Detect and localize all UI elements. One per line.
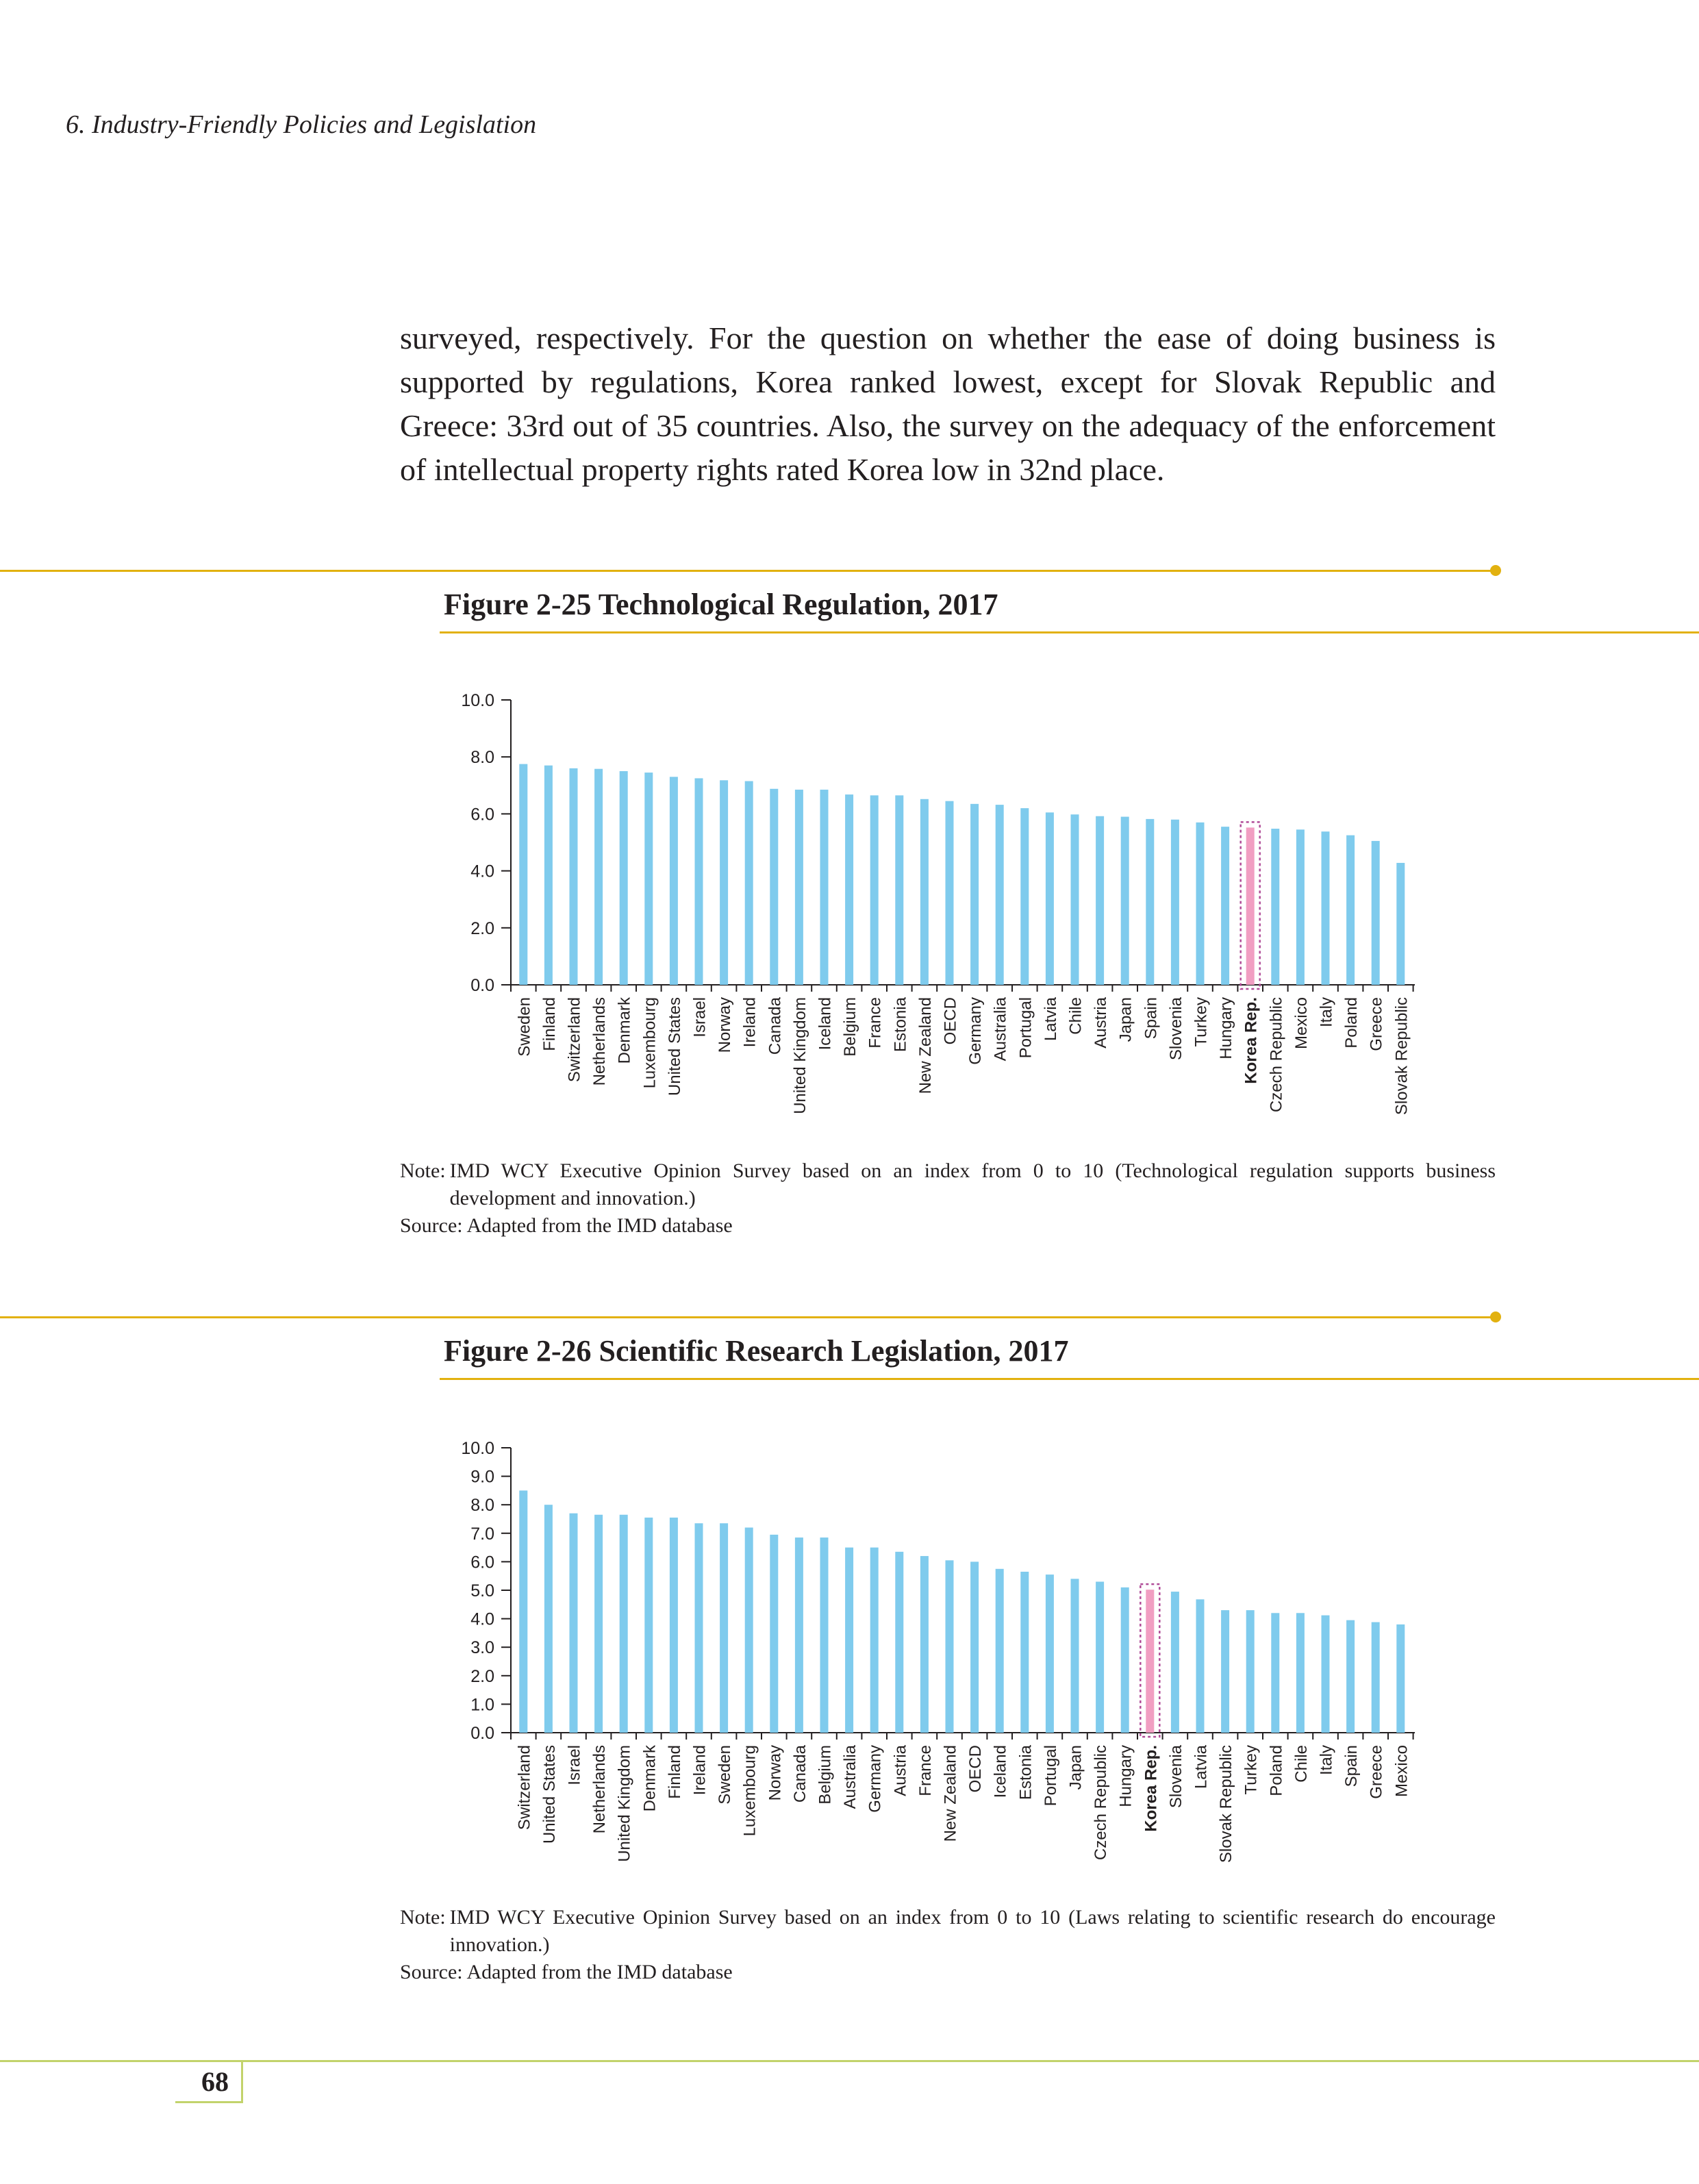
x-category-label: Norway: [766, 1745, 785, 1801]
bar-germany: [870, 1548, 879, 1733]
bar-iceland: [996, 1569, 1004, 1733]
x-category-label: United Kingdom: [790, 997, 809, 1114]
x-category-label: Turkey: [1192, 997, 1211, 1047]
x-category-label: Switzerland: [565, 997, 584, 1083]
figure-source: Source: Adapted from the IMD database: [400, 1961, 733, 1983]
bar-italy: [1322, 831, 1330, 985]
footer-rule: [0, 2060, 1699, 2062]
bar-denmark: [620, 771, 628, 985]
bar-korea-rep: [1246, 827, 1255, 985]
x-category-label: Chile: [1066, 997, 1085, 1035]
x-category-label: Germany: [866, 1745, 885, 1813]
x-category-label: Korea Rep.: [1242, 997, 1261, 1084]
bar-estonia: [895, 795, 903, 985]
bar-austria: [895, 1552, 903, 1733]
bar-japan: [1071, 1579, 1079, 1733]
bar-slovak-republic: [1396, 863, 1405, 985]
x-category-label: Switzerland: [515, 1745, 534, 1831]
y-tick-label: 5.0: [470, 1581, 494, 1601]
x-category-label: Luxembourg: [640, 997, 659, 1089]
bar-portugal: [1020, 808, 1029, 985]
bar-france: [920, 1556, 929, 1733]
x-category-label: Poland: [1267, 1745, 1286, 1796]
bar-ireland: [745, 781, 753, 985]
x-category-label: Iceland: [816, 997, 835, 1051]
x-category-label: Chile: [1292, 1745, 1311, 1783]
y-tick-label: 0.0: [470, 1724, 494, 1743]
running-header: 6. Industry-Friendly Policies and Legislation: [66, 110, 537, 139]
x-category-label: Portugal: [1041, 1745, 1060, 1807]
bar-greece: [1372, 1622, 1380, 1733]
bar-spain: [1346, 1620, 1355, 1733]
x-category-label: Denmark: [640, 1745, 659, 1812]
x-category-label: Austria: [1092, 997, 1111, 1049]
x-category-label: Latvia: [1041, 997, 1060, 1042]
x-category-label: France: [916, 1745, 935, 1796]
x-category-label: Ireland: [690, 1745, 709, 1796]
x-category-label: Germany: [966, 997, 985, 1065]
x-category-label: Spain: [1342, 1745, 1361, 1787]
x-category-label: Turkey: [1242, 1745, 1261, 1795]
y-tick-label: 10.0: [461, 1439, 494, 1458]
x-category-label: United States: [665, 997, 684, 1096]
bar-czech-republic: [1271, 829, 1279, 985]
bar-norway: [720, 780, 728, 985]
y-tick-label: 7.0: [470, 1524, 494, 1544]
bar-norway: [770, 1535, 778, 1733]
x-category-label: Sweden: [716, 1745, 735, 1805]
figure-note: [400, 1157, 1496, 1240]
bar-portugal: [1046, 1574, 1054, 1733]
bar-finland: [670, 1518, 678, 1733]
x-category-label: Israel: [565, 1745, 584, 1785]
x-category-label: Mexico: [1392, 1745, 1411, 1798]
x-category-label: Korea Rep.: [1142, 1745, 1161, 1832]
x-category-label: Norway: [716, 997, 735, 1053]
figure-title: Figure 2-26 Scientific Research Legislation, 2017: [444, 1334, 1069, 1368]
bar-chart-technological-regulation: [0, 657, 1507, 1137]
x-category-label: Portugal: [1016, 997, 1035, 1059]
bar-mexico: [1396, 1624, 1405, 1733]
bar-luxembourg: [644, 773, 653, 985]
figure-title-rule: [440, 1378, 1699, 1380]
section-divider-dot: [1490, 1311, 1501, 1322]
x-category-label: Italy: [1317, 997, 1336, 1028]
bar-denmark: [644, 1518, 653, 1733]
x-category-label: Iceland: [991, 1745, 1010, 1798]
x-category-label: Sweden: [515, 997, 534, 1057]
bar-united-kingdom: [620, 1515, 628, 1733]
bar-switzerland: [570, 768, 578, 985]
x-category-label: Luxembourg: [740, 1745, 759, 1837]
bar-australia: [845, 1548, 853, 1733]
bar-sweden: [519, 764, 527, 985]
x-category-label: Canada: [766, 997, 785, 1055]
bar-belgium: [820, 1537, 829, 1733]
x-category-label: OECD: [941, 997, 960, 1045]
bar-oecd: [970, 1561, 979, 1733]
figure-title: Figure 2-25 Technological Regulation, 2017: [444, 588, 998, 621]
x-category-label: France: [866, 997, 885, 1049]
bar-canada: [770, 789, 778, 985]
bar-united-kingdom: [795, 790, 803, 985]
y-tick-label: 4.0: [470, 862, 494, 881]
bar-luxembourg: [745, 1527, 753, 1733]
bar-iceland: [820, 790, 829, 985]
bar-czech-republic: [1096, 1582, 1104, 1733]
x-category-label: Czech Republic: [1267, 997, 1286, 1113]
bar-canada: [795, 1537, 803, 1733]
bar-mexico: [1296, 829, 1305, 985]
y-tick-label: 2.0: [470, 1666, 494, 1686]
x-category-label: Poland: [1342, 997, 1361, 1049]
bar-japan: [1121, 817, 1129, 985]
x-category-label: Italy: [1317, 1745, 1336, 1776]
bar-poland: [1271, 1613, 1279, 1733]
bar-switzerland: [519, 1490, 527, 1733]
x-category-label: Ireland: [740, 997, 759, 1048]
x-category-label: Slovak Republic: [1392, 997, 1411, 1116]
bar-belgium: [845, 794, 853, 985]
note-text: IMD WCY Executive Opinion Survey based on an index from 0 to 10 (Technological regulation supports business development and innovation.): [449, 1159, 1496, 1209]
x-category-label: Latvia: [1192, 1745, 1211, 1790]
y-tick-label: 6.0: [470, 1553, 494, 1572]
body-paragraph: surveyed, respectively. For the question on whether the ease of doing business is supported by regulations, Korea ranked lowest, except for Slovak Republic and Greece: 33rd out of 35 countries. Also, the survey on the adequacy of the enforcement of intellectual property rights rated Korea low in 32nd place.: [400, 321, 1496, 487]
bar-hungary: [1121, 1587, 1129, 1733]
figure-title-rule: [440, 631, 1699, 633]
section-divider: [0, 1316, 1493, 1318]
x-category-label: Australia: [991, 997, 1010, 1062]
x-category-label: OECD: [966, 1745, 985, 1793]
bar-italy: [1322, 1616, 1330, 1733]
x-category-label: Netherlands: [590, 1745, 609, 1834]
x-category-label: Denmark: [615, 997, 634, 1064]
y-tick-label: 0.0: [470, 976, 494, 995]
bar-slovenia: [1171, 1592, 1179, 1733]
y-tick-label: 4.0: [470, 1609, 494, 1629]
page-number: 68: [201, 2066, 229, 2097]
bar-australia: [996, 805, 1004, 985]
bar-new-zealand: [946, 1560, 954, 1733]
x-category-label: Canada: [790, 1745, 809, 1803]
x-category-label: Czech Republic: [1092, 1745, 1111, 1861]
x-category-label: Slovenia: [1166, 997, 1185, 1061]
x-category-label: Slovenia: [1166, 1745, 1185, 1809]
x-category-label: Netherlands: [590, 997, 609, 1086]
x-category-label: United Kingdom: [615, 1745, 634, 1862]
bar-netherlands: [594, 769, 603, 985]
bar-chile: [1071, 814, 1079, 985]
x-category-label: Israel: [690, 997, 709, 1038]
note-label: Note:: [400, 1906, 446, 1929]
y-tick-label: 1.0: [470, 1695, 494, 1715]
figure-source: Source: Adapted from the IMD database: [400, 1214, 733, 1237]
y-tick-label: 8.0: [470, 1496, 494, 1516]
section-divider: [0, 570, 1493, 572]
x-category-label: Estonia: [1016, 1745, 1035, 1800]
bar-latvia: [1046, 812, 1054, 985]
y-tick-label: 9.0: [470, 1467, 494, 1487]
x-category-label: Mexico: [1292, 997, 1311, 1050]
bar-poland: [1346, 836, 1355, 985]
bar-latvia: [1196, 1599, 1205, 1733]
x-category-label: Slovak Republic: [1217, 1745, 1236, 1863]
bar-hungary: [1221, 827, 1229, 985]
note-label: Note:: [400, 1159, 446, 1182]
bar-finland: [544, 766, 553, 985]
bar-france: [870, 795, 879, 985]
y-tick-label: 6.0: [470, 805, 494, 825]
x-category-label: United States: [540, 1745, 559, 1844]
y-tick-label: 10.0: [461, 691, 494, 710]
bar-spain: [1146, 819, 1154, 985]
x-category-label: New Zealand: [916, 997, 935, 1094]
bar-estonia: [1020, 1572, 1029, 1733]
figure-note: [400, 1904, 1496, 1986]
bar-united-states: [670, 777, 678, 985]
y-tick-label: 8.0: [470, 748, 494, 768]
bar-oecd: [946, 801, 954, 985]
x-category-label: Japan: [1066, 1745, 1085, 1790]
x-category-label: Spain: [1142, 997, 1161, 1040]
x-category-label: Finland: [665, 1745, 684, 1799]
x-category-label: Hungary: [1217, 997, 1236, 1059]
bar-chart-scientific-research-legislation: [0, 1418, 1507, 1883]
bar-greece: [1372, 841, 1380, 985]
bar-netherlands: [594, 1515, 603, 1733]
bar-austria: [1096, 816, 1104, 985]
bar-germany: [970, 804, 979, 985]
bar-united-states: [544, 1505, 553, 1733]
bar-chile: [1296, 1613, 1305, 1733]
x-category-label: Hungary: [1116, 1745, 1135, 1807]
x-category-label: New Zealand: [941, 1745, 960, 1842]
x-category-label: Japan: [1116, 997, 1135, 1042]
bar-slovak-republic: [1221, 1610, 1229, 1733]
x-category-label: Austria: [891, 1745, 910, 1796]
x-category-label: Australia: [841, 1745, 860, 1809]
bar-sweden: [720, 1523, 728, 1733]
x-category-label: Greece: [1367, 1745, 1386, 1799]
y-tick-label: 2.0: [470, 918, 494, 938]
y-tick-label: 3.0: [470, 1638, 494, 1658]
bar-turkey: [1246, 1610, 1255, 1733]
x-category-label: Belgium: [816, 1745, 835, 1805]
bar-korea-rep: [1146, 1590, 1154, 1733]
bar-israel: [570, 1514, 578, 1733]
x-category-label: Estonia: [891, 997, 910, 1053]
x-category-label: Greece: [1367, 997, 1386, 1051]
section-divider-dot: [1490, 565, 1501, 576]
bar-turkey: [1196, 823, 1205, 985]
note-text: IMD WCY Executive Opinion Survey based on an index from 0 to 10 (Laws relating to scientific research do encourage innovation.): [449, 1906, 1496, 1956]
bar-slovenia: [1171, 820, 1179, 985]
bar-new-zealand: [920, 799, 929, 985]
x-category-label: Finland: [540, 997, 559, 1051]
x-category-label: Belgium: [841, 997, 860, 1057]
bar-ireland: [695, 1523, 703, 1733]
bar-israel: [695, 778, 703, 985]
